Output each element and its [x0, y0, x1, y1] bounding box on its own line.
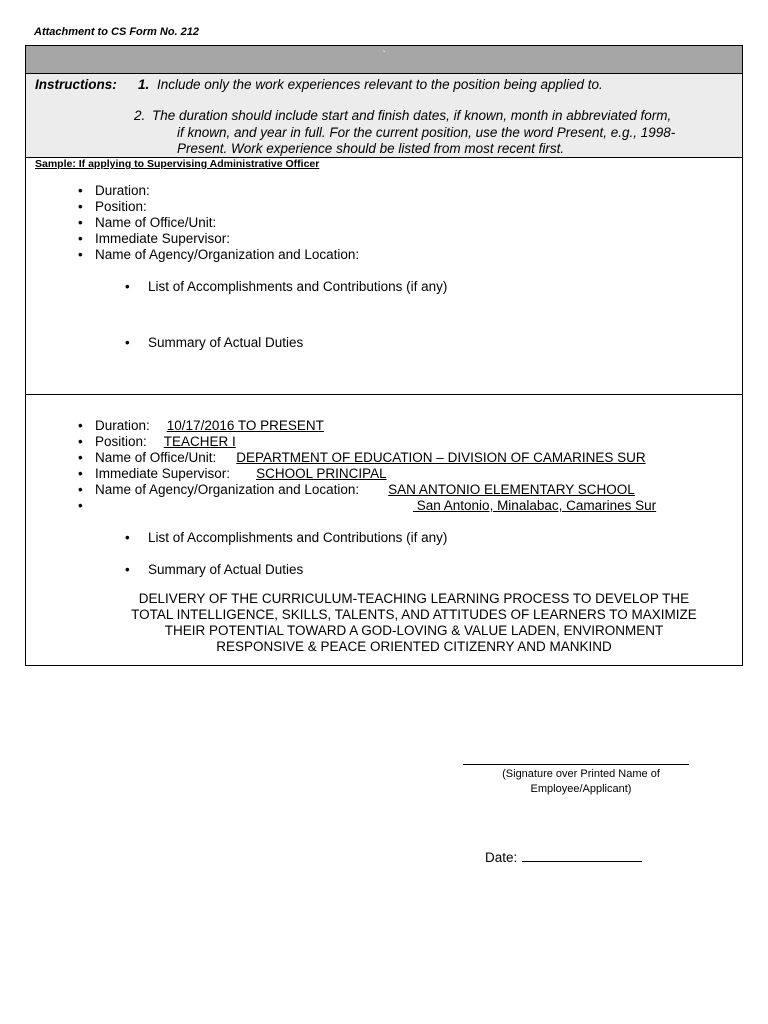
agency-label: Name of Agency/Organization and Location:: [95, 482, 360, 497]
sample-section: [26, 158, 742, 395]
header-bar: [26, 46, 742, 74]
duration-row: [95, 418, 656, 434]
sample-duties: • Summary of Actual Duties: [125, 335, 303, 350]
work-experience-form: [25, 45, 743, 666]
office-label: Name of Office/Unit:: [95, 450, 217, 465]
entry-field-list: [78, 418, 656, 514]
duties-line-1: DELIVERY OF THE CURRICULUM-TEACHING LEARNING PROCESS TO DEVELOP THE: [138, 591, 690, 606]
duties-line-2: TOTAL INTELLIGENCE, SKILLS, TALENTS, AND ATTITUDES OF LEARNERS TO MAXIMIZE: [131, 607, 697, 622]
signature-line: [463, 764, 689, 765]
sample-field-list: [78, 183, 359, 263]
instructions-box: [26, 74, 742, 158]
signature-caption-line-2: Employee/Applicant): [530, 783, 632, 795]
list-item: • Name of Agency/Organization and Location:: [95, 247, 359, 263]
sample-title: Sample: If applying to Supervising Administrative Officer: [35, 158, 320, 170]
instruction-2-line-1: The duration should include start and finish dates, if known, month in abbreviated form,: [152, 108, 672, 123]
office-value: DEPARTMENT OF EDUCATION – DIVISION OF CAMARINES SUR: [236, 450, 646, 465]
instruction-2-text: [152, 108, 734, 158]
supervisor-row: [95, 466, 656, 482]
signature-caption-line-1: (Signature over Printed Name of: [502, 768, 660, 780]
duration-label: Duration:: [95, 418, 150, 433]
entry-accomplishments: • List of Accomplishments and Contributions (if any): [125, 530, 447, 545]
list-item: • Duration:: [95, 183, 359, 199]
instruction-1-text: Include only the work experiences relevant to the position being applied to.: [157, 77, 603, 92]
instruction-2-line-3: Present. Work experience should be listed from most recent first.: [177, 141, 565, 156]
position-label: Position:: [95, 434, 147, 449]
instruction-2-number: 2.: [134, 108, 146, 123]
duties-line-4: RESPONSIVE & PEACE ORIENTED CITIZENRY AND MANKIND: [216, 639, 612, 654]
instruction-1-number: 1.: [138, 77, 150, 92]
sample-accomplishments: • List of Accomplishments and Contributions (if any): [125, 279, 447, 294]
instruction-2-line-2: if known, and year in full. For the current position, use the word Present, e.g., 1998-: [177, 124, 676, 140]
instructions-label: Instructions:: [35, 77, 117, 92]
list-item: • Name of Office/Unit:: [95, 215, 359, 231]
list-item: • Position:: [95, 199, 359, 215]
location-value: San Antonio, Minalabac, Camarines Sur: [413, 498, 657, 513]
work-entry-section: [26, 395, 742, 667]
position-value: TEACHER I: [163, 434, 236, 449]
duration-value: 10/17/2016 TO PRESENT: [166, 418, 324, 433]
supervisor-label: Immediate Supervisor:: [95, 466, 231, 481]
attachment-title: Attachment to CS Form No. 212: [34, 26, 200, 38]
entry-duties: • Summary of Actual Duties: [125, 562, 303, 577]
duties-description: [86, 591, 742, 655]
office-row: [95, 450, 656, 466]
position-row: [95, 434, 656, 450]
date-row: [485, 849, 642, 865]
duties-line-3: THEIR POTENTIAL TOWARD A GOD-LOVING & VALUE LADEN, ENVIRONMENT: [164, 623, 664, 638]
date-field-line: [522, 849, 642, 862]
header-bar-mark: `: [382, 50, 386, 61]
supervisor-value: SCHOOL PRINCIPAL: [256, 466, 387, 481]
location-row: [95, 498, 656, 514]
agency-row: [95, 482, 656, 498]
date-label: Date:: [485, 850, 518, 865]
agency-value: SAN ANTONIO ELEMENTARY SCHOOL: [388, 482, 635, 497]
list-item: • Immediate Supervisor:: [95, 231, 359, 247]
signature-caption: [463, 767, 699, 797]
